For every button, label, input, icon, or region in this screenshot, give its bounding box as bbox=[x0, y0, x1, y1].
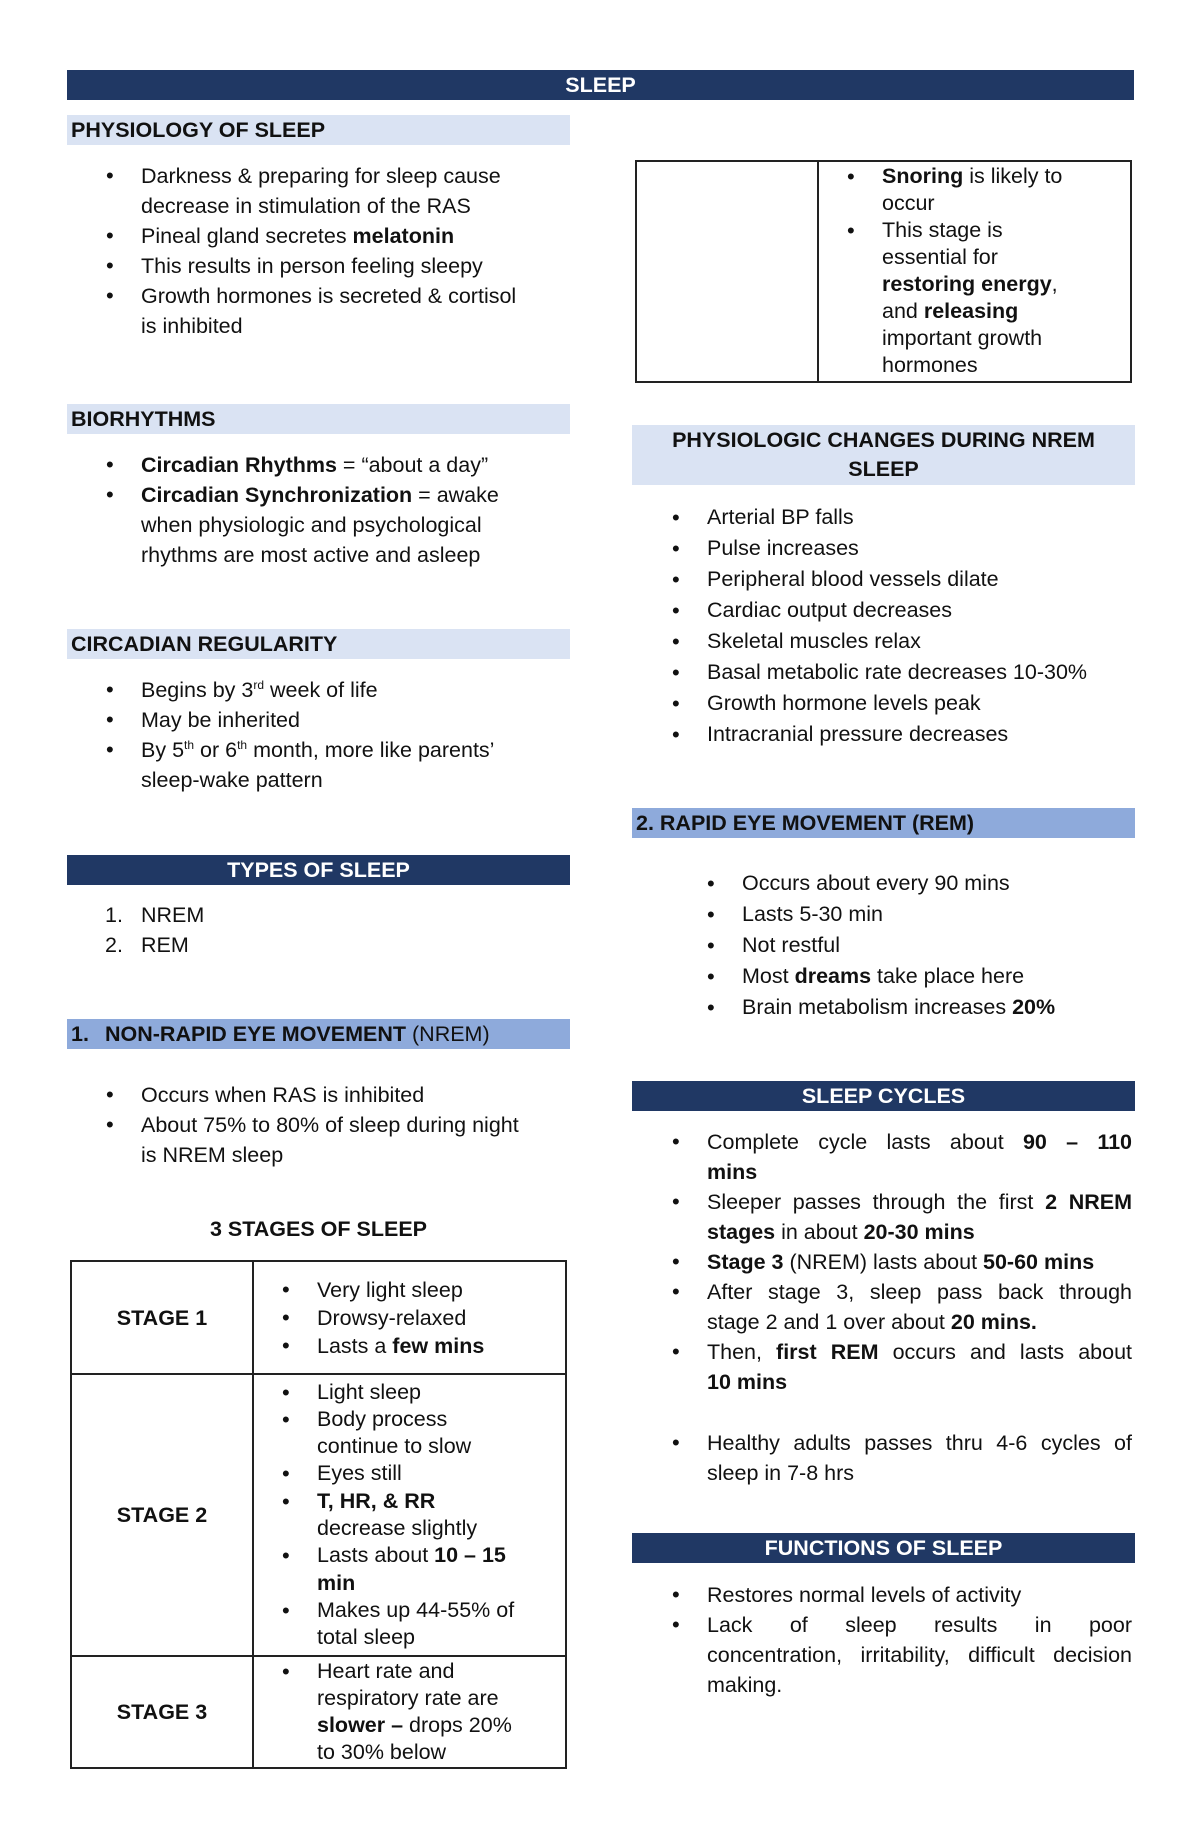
rem-list bbox=[742, 868, 1142, 1023]
list-item: • Circadian Synchronization = awake when physiologic and psychological rhythms are most active and asleep bbox=[141, 480, 571, 570]
list-item: • After stage 3, sleep pass back through stage 2 and 1 over about 20 mins. bbox=[707, 1277, 1132, 1337]
list-item: • Lasts a few mins bbox=[317, 1332, 565, 1360]
list-item: • Arterial BP falls bbox=[707, 502, 1137, 533]
stage-cell bbox=[818, 161, 1131, 382]
list-item: • Pineal gland secretes melatonin bbox=[141, 221, 571, 251]
list-item: • Snoring is likely to occur bbox=[882, 163, 1130, 217]
list-item: • Complete cycle lasts about 90 – 110 mins bbox=[707, 1127, 1132, 1187]
list-item: • Growth hormones is secreted & cortisol is inhibited bbox=[141, 281, 571, 341]
list-item: • Peripheral blood vessels dilate bbox=[707, 564, 1137, 595]
physiology-heading: PHYSIOLOGY OF SLEEP bbox=[67, 115, 570, 145]
physiology-list bbox=[141, 161, 571, 341]
stage-label: STAGE 2 bbox=[71, 1374, 253, 1656]
cycles-list-extra bbox=[707, 1428, 1132, 1488]
physio-nrem-list bbox=[707, 502, 1137, 750]
stage-cell bbox=[253, 1656, 566, 1768]
list-item: • Lasts about 10 – 15 min bbox=[317, 1542, 565, 1597]
list-item: • Basal metabolic rate decreases 10-30% bbox=[707, 657, 1137, 688]
list-item: • By 5th or 6th month, more like parents’ sleep-wake pattern bbox=[141, 735, 571, 795]
list-item: • T, HR, & RR decrease slightly bbox=[317, 1488, 565, 1543]
functions-list bbox=[707, 1580, 1132, 1700]
biorhythms-list bbox=[141, 450, 571, 570]
nrem-heading: 1. NON-RAPID EYE MOVEMENT (NREM) bbox=[67, 1019, 570, 1049]
list-item: • Darkness & preparing for sleep cause decrease in stimulation of the RAS bbox=[141, 161, 571, 221]
list-item: • Circadian Rhythms = “about a day” bbox=[141, 450, 571, 480]
list-item: • Eyes still bbox=[317, 1460, 565, 1487]
list-item: • May be inherited bbox=[141, 705, 571, 735]
list-item: • Stage 3 (NREM) lasts about 50-60 mins bbox=[707, 1247, 1132, 1277]
circadian-list bbox=[141, 675, 571, 795]
list-item: • Lack of sleep results in poor concentration, irritability, difficult decision making. bbox=[707, 1610, 1132, 1700]
list-item: • Most dreams take place here bbox=[742, 961, 1142, 992]
list-item: • Growth hormone levels peak bbox=[707, 688, 1137, 719]
list-item: • Very light sleep bbox=[317, 1276, 565, 1304]
page-title: SLEEP bbox=[67, 70, 1134, 100]
list-item: • Then, first REM occurs and lasts about 10 mins bbox=[707, 1337, 1132, 1397]
nrem-list bbox=[141, 1080, 571, 1170]
list-item: • Sleeper passes through the first 2 NREM stages in about 20-30 mins bbox=[707, 1187, 1132, 1247]
list-item: • Heart rate and respiratory rate are slower – drops 20% to 30% below bbox=[317, 1658, 565, 1766]
stages-heading: 3 STAGES OF SLEEP bbox=[209, 1217, 428, 1241]
list-item: • Not restful bbox=[742, 930, 1142, 961]
list-item: • Healthy adults passes thru 4-6 cycles of sleep in 7-8 hrs bbox=[707, 1428, 1132, 1488]
circadian-heading: CIRCADIAN REGULARITY bbox=[67, 629, 570, 659]
list-item: • Begins by 3rd week of life bbox=[141, 675, 571, 705]
table-row bbox=[636, 161, 1131, 382]
list-item: • Occurs when RAS is inhibited bbox=[141, 1080, 571, 1110]
physio-nrem-heading: PHYSIOLOGIC CHANGES DURING NREM SLEEP bbox=[632, 425, 1135, 485]
list-item: • Lasts 5-30 min bbox=[742, 899, 1142, 930]
list-item: • Makes up 44-55% of total sleep bbox=[317, 1597, 565, 1652]
list-item: • Pulse increases bbox=[707, 533, 1137, 564]
stage-label: STAGE 1 bbox=[71, 1261, 253, 1374]
list-item: • Cardiac output decreases bbox=[707, 595, 1137, 626]
list-item: • Restores normal levels of activity bbox=[707, 1580, 1132, 1610]
list-item: 1. NREM bbox=[105, 903, 205, 927]
list-item: • Brain metabolism increases 20% bbox=[742, 992, 1142, 1023]
list-item: • Occurs about every 90 mins bbox=[742, 868, 1142, 899]
list-item: 2. REM bbox=[105, 933, 189, 957]
table-row bbox=[71, 1656, 566, 1768]
list-item: • Intracranial pressure decreases bbox=[707, 719, 1137, 750]
list-item: • This results in person feeling sleepy bbox=[141, 251, 571, 281]
list-item: • Body process continue to slow bbox=[317, 1406, 565, 1461]
table-row bbox=[71, 1261, 566, 1374]
empty-cell bbox=[636, 161, 818, 382]
list-item: • About 75% to 80% of sleep during night is NREM sleep bbox=[141, 1110, 571, 1170]
stages-table-continued bbox=[635, 160, 1132, 383]
list-item: • Drowsy-relaxed bbox=[317, 1304, 565, 1332]
cycles-list bbox=[707, 1127, 1132, 1397]
rem-heading: 2. RAPID EYE MOVEMENT (REM) bbox=[632, 808, 1135, 838]
cycles-heading: SLEEP CYCLES bbox=[632, 1081, 1135, 1111]
types-list bbox=[105, 900, 571, 960]
table-row bbox=[71, 1374, 566, 1656]
list-item: • Light sleep bbox=[317, 1379, 565, 1406]
list-item: • This stage is essential for restoring energy, and releasing important growth hormones bbox=[882, 217, 1130, 379]
stage-cell bbox=[253, 1261, 566, 1374]
functions-heading: FUNCTIONS OF SLEEP bbox=[632, 1533, 1135, 1563]
stage-cell bbox=[253, 1374, 566, 1656]
stage-label: STAGE 3 bbox=[71, 1656, 253, 1768]
types-heading: TYPES OF SLEEP bbox=[67, 855, 570, 885]
stages-table bbox=[70, 1260, 567, 1769]
list-item: • Skeletal muscles relax bbox=[707, 626, 1137, 657]
biorhythms-heading: BIORHYTHMS bbox=[67, 404, 570, 434]
